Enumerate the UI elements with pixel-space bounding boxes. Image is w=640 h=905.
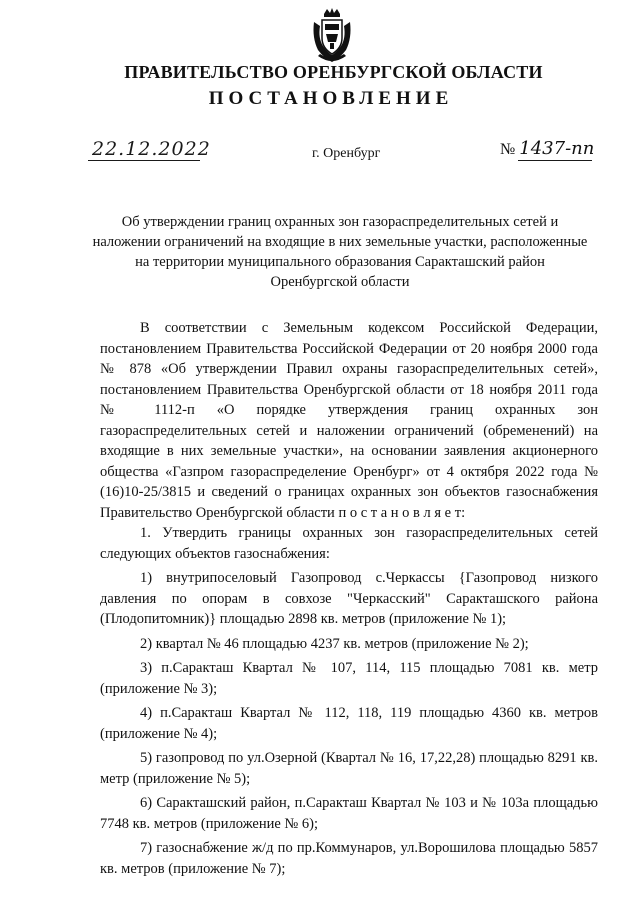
decree-date: 22.12.2022 bbox=[92, 138, 211, 160]
point-1: 1. Утвердить границы охранных зон газораспределительных сетей следующих объектов газоснабжения: bbox=[100, 525, 598, 562]
decree-title: ПОСТАНОВЛЕНИЕ bbox=[208, 88, 454, 109]
list-item: 6) Саракташский район, п.Саракташ Квартал № 103 и № 103а площадью 7748 кв. метров (приложение № 6); bbox=[100, 795, 598, 832]
list-item: 7) газоснабжение ж/д по пр.Коммунаров, ул.Ворошилова площадью 5857 кв. метров (приложение № 7); bbox=[100, 840, 598, 877]
list-item: 2) квартал № 46 площадью 4237 кв. метров (приложение № 2); bbox=[140, 635, 529, 652]
number-label: № bbox=[500, 141, 516, 158]
list-item: 5) газопровод по ул.Озерной (Квартал № 16, 17,22,28) площадью 8291 кв. метр (приложение № 5); bbox=[100, 750, 598, 787]
list-item: 1) внутрипоселовый Газопровод с.Черкассы {Газопровод низкого давления по опорам в совхозе "Черкасский" Саракташского района (Плодопитомник)} площадью 2898 кв. метров (приложение № 1); bbox=[100, 570, 598, 627]
list-item: 3) п.Саракташ Квартал № 107, 114, 115 площадью 7081 кв. метр (приложение № 3); bbox=[100, 660, 598, 697]
preamble: В соответствии с Земельным кодексом Российской Федерации, постановлением Правительства Российской Федерации от 20 ноября 2000 года № 878 «Об утверждении Правил охраны газораспределительных сетей», постановлением Правительства Оренбургской области от 18 ноября 2011 года № 1112-п «О порядке утверждения границ охранных зон газораспределительных сетей и наложении ограничений (обременений) на входящие в них земельные участки», на основании заявления акционерного общества «Газпром газораспределение Оренбург» от 4 октября 2022 года № (16)10-25/3815 и сведений о границах охранных зон объектов газоснабжения Правительство Оренбургской области п о с т а н о в л я е т: bbox=[100, 320, 598, 521]
city: г. Оренбург bbox=[312, 146, 381, 161]
coat-of-arms-icon bbox=[310, 8, 354, 64]
government-title: ПРАВИТЕЛЬСТВО ОРЕНБУРГСКОЙ ОБЛАСТИ bbox=[124, 62, 543, 82]
number-underline bbox=[518, 160, 592, 161]
number-value: 1437-пп bbox=[519, 138, 595, 159]
list-item: 4) п.Саракташ Квартал № 112, 118, 119 площадью 4360 кв. метров (приложение № 4); bbox=[100, 705, 598, 742]
decree-subject: Об утверждении границ охранных зон газораспределительных сетей и наложении ограничений на входящие в них земельные участки, расположенные на территории муниципального образования Саракташский район Оренбургской области bbox=[92, 214, 588, 290]
decree-body bbox=[100, 318, 598, 879]
date-underline bbox=[88, 160, 200, 161]
decree-number bbox=[500, 138, 594, 159]
